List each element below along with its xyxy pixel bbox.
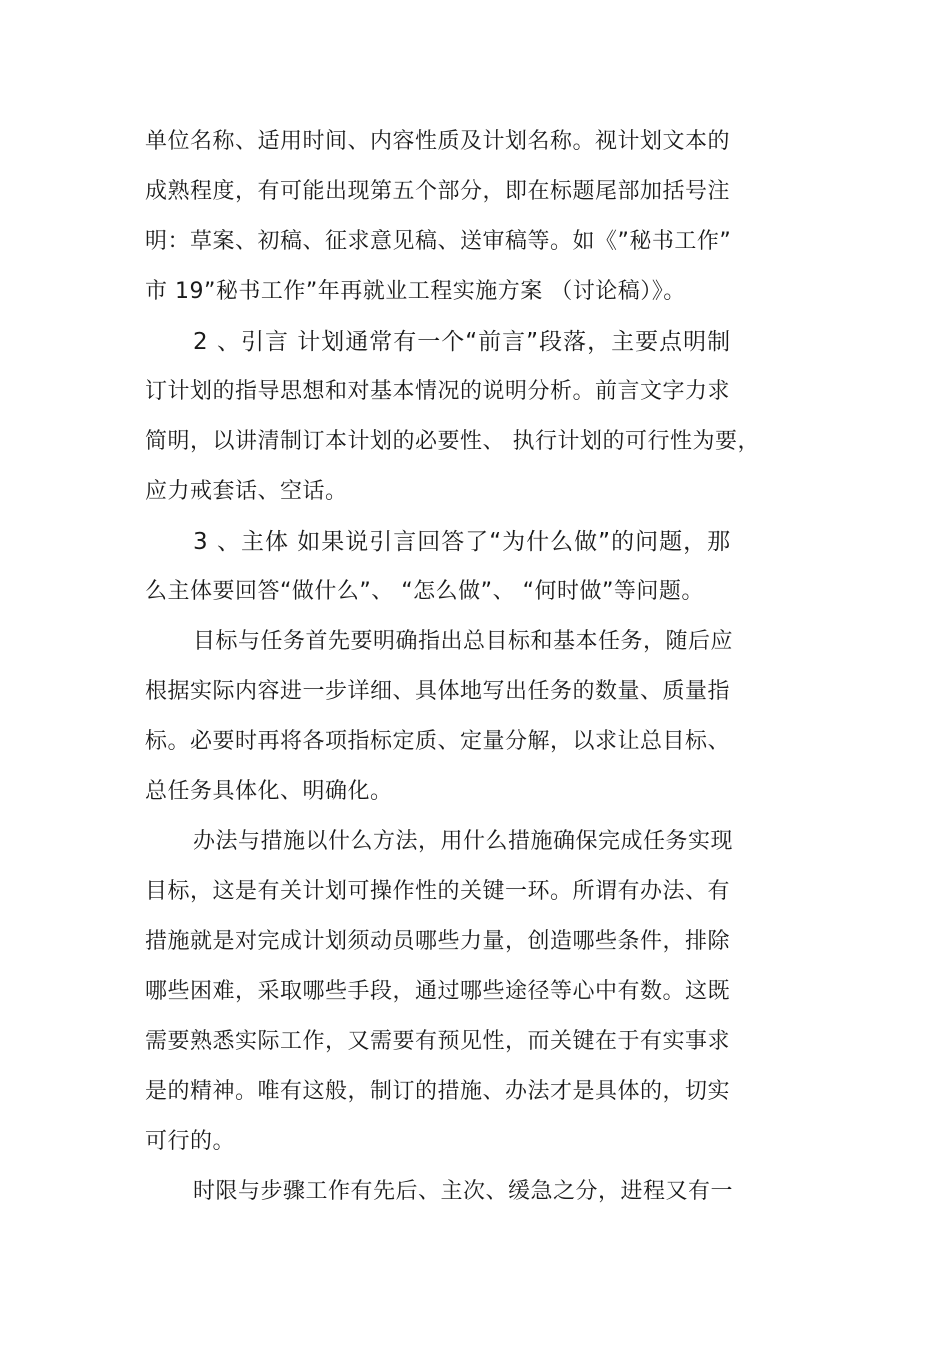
paragraph-start-methods: 办法与措施以什么方法，用什么措施确保完成任务实现 [193,829,734,854]
text-line: 根据实际内容进一步详细、具体地写出任务的数量、质量指 [145,679,731,704]
section-heading-intro: 2 、引言 计划通常有一个“前言”段落，主要点明制 [193,329,732,355]
text-line: 明：草案、初稿、征求意见稿、送审稿等。如《”秘书工作” [145,229,732,254]
text-line: 总任务具体化、明确化。 [145,779,393,804]
text-line: 订计划的指导思想和对基本情况的说明分析。前言文字力求 [145,379,731,404]
text-line: 成熟程度，有可能出现第五个部分，即在标题尾部加括号注 [145,179,731,204]
paragraph-start-goals: 目标与任务首先要明确指出总目标和基本任务，随后应 [193,629,734,654]
text-line: 简明，以讲清制订本计划的必要性、 执行计划的可行性为要， [145,429,760,454]
text-line: 措施就是对完成计划须动员哪些力量，创造哪些条件，排除 [145,929,731,954]
text-line: 目标，这是有关计划可操作性的关键一环。所谓有办法、有 [145,879,731,904]
paragraph-start-timeline: 时限与步骤工作有先后、主次、缓急之分，进程又有一 [193,1179,734,1204]
text-line: 市 19”秘书工作”年再就业工程实施方案 （讨论稿）》。 [145,279,686,304]
text-line: 可行的。 [145,1129,236,1154]
text-line: 是的精神。唯有这般，制订的措施、办法才是具体的，切实 [145,1079,731,1104]
text-line: 么主体要回答“做什么”、 “怎么做”、 “何时做”等问题。 [145,579,704,604]
text-line: 哪些困难，采取哪些手段，通过哪些途径等心中有数。这既 [145,979,731,1004]
text-line: 标。必要时再将各项指标定质、定量分解，以求让总目标、 [145,729,731,754]
text-line: 需要熟悉实际工作，又需要有预见性，而关键在于有实事求 [145,1029,731,1054]
text-line: 应力戒套话、空话。 [145,479,348,504]
section-heading-body: 3 、主体 如果说引言回答了“为什么做”的问题，那 [193,529,732,555]
text-line: 单位名称、适用时间、内容性质及计划名称。视计划文本的 [145,129,731,154]
